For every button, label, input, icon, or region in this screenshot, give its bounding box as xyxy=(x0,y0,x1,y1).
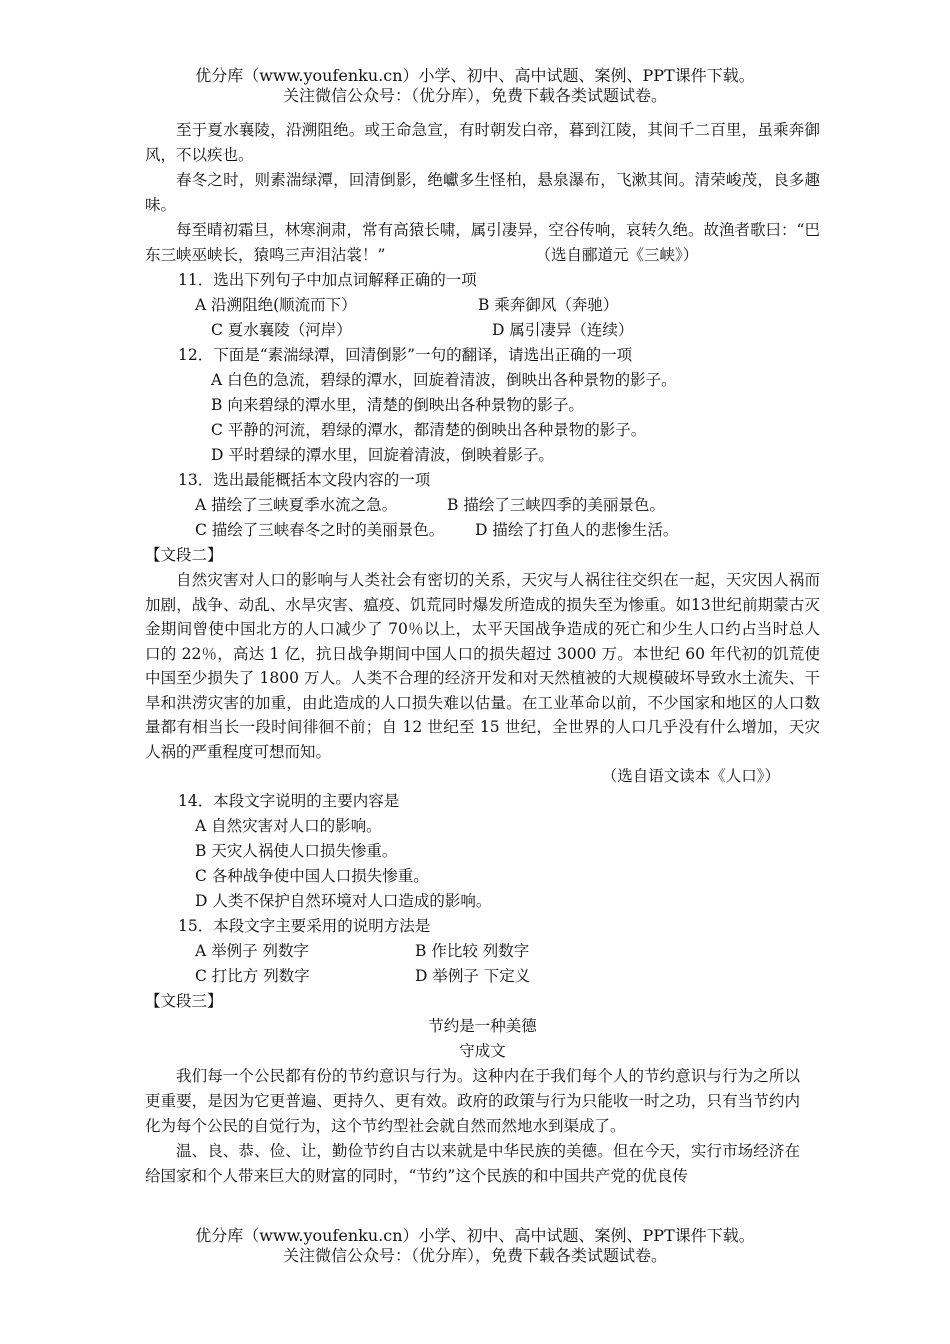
passage2-source: （选自语文读本《人口》） xyxy=(601,767,780,785)
q13-option-d: D 描绘了打鱼人的悲惨生活。 xyxy=(475,521,679,539)
q15-stem: 15．本段文字主要采用的说明方法是 xyxy=(178,917,431,935)
document-body xyxy=(145,118,820,1189)
q11-option-b: B 乘奔御风（奔驰） xyxy=(478,296,619,314)
q14-option-d: D 人类不保护自然环境对人口造成的影响。 xyxy=(195,892,492,910)
passage3-title: 节约是一种美德 xyxy=(428,1017,537,1035)
q11-stem: 11．选出下列句子中加点词解释正确的一项 xyxy=(178,271,477,289)
q13-options-row-1 xyxy=(145,493,820,518)
passage1-paragraph-3-text: 每至晴初霜旦，林寒涧肃，常有高猿长啸，属引凄异，空谷传响，哀转久绝。故渔者歌曰：“巴东三峡巫峡长，猿鸣三声泪沾裳！” xyxy=(145,221,820,264)
passage1-paragraph-3 xyxy=(145,218,820,268)
q12-option-b: B 向来碧绿的潭水里，清楚的倒映出各种景物的影子。 xyxy=(211,396,584,414)
q13-options-row-2 xyxy=(145,518,820,543)
passage3-paragraph-2: 温、良、恭、俭、让，勤俭节约自古以来就是中华民族的美德。但在今天，实行市场经济在给国家和个人带来巨大的财富的同时，“节约”这个民族的和中国共产党的优良传 xyxy=(145,1142,800,1185)
page-header xyxy=(0,66,950,106)
q14-option-c: C 各种战争使中国人口损失惨重。 xyxy=(195,867,429,885)
header-line-2: 关注微信公众号：（优分库），免费下载各类试题试卷。 xyxy=(282,86,667,105)
header-line-1: 优分库（www.youfenku.cn）小学、初中、高中试题、案例、PPT课件下载。 xyxy=(195,66,755,85)
q12-stem: 12．下面是“素湍绿潭，回清倒影”一句的翻译，请选出正确的一项 xyxy=(178,346,633,364)
passage3-author: 守成文 xyxy=(459,1042,506,1060)
passage2-paragraph: 自然灾害对人口的影响与人类社会有密切的关系，天灾与人祸往往交织在一起，天灾因人祸而加剧，战争、动乱、水旱灾害、瘟疫、饥荒同时爆发所造成的损失至为惨重。如13世纪前期蒙古灭金期间曾使中国北方的人口减少了 70％以上，太平天国战争造成的死亡和少生人口约占当时总人口的 22％，高达 1 亿，抗日战争期间中国人口的损失超过 3000 万。本世纪 60 年代初的饥荒使中国至少损失了 1800 万人。人类不合理的经济开发和对天然植被的大规模破坏导致水土流失、干旱和洪涝灾害的加重，由此造成的人口损失难以估量。在工业革命以前，不少国家和地区的人口数量都有相当长一段时间徘徊不前；自 12 世纪至 15 世纪，全世界的人口几乎没有什么增加，天灾人祸的严重程度可想而知。 xyxy=(145,571,820,761)
q15-option-c: C 打比方 列数字 xyxy=(195,967,310,985)
q14-stem: 14．本段文字说明的主要内容是 xyxy=(178,792,400,810)
passage1-paragraph-1: 至于夏水襄陵，沿溯阻绝。或王命急宣，有时朝发白帝，暮到江陵，其间千二百里，虽乘奔御风，不以疾也。 xyxy=(145,121,820,164)
q13-option-c: C 描绘了三峡春冬之时的美丽景色。 xyxy=(195,521,445,539)
q11-option-d: D 属引凄异（连续） xyxy=(492,321,634,339)
footer-line-1: 优分库（www.youfenku.cn）小学、初中、高中试题、案例、PPT课件下载。 xyxy=(195,1226,755,1245)
passage1-source: （选自郦道元《三峡》） xyxy=(535,246,699,264)
q15-options-row-2 xyxy=(145,964,820,989)
passage3-paragraph-1: 我们每一个公民都有份的节约意识与行为。这种内在于我们每个人的节约意识与行为之所以更重要，是因为它更普遍、更持久、更有效。政府的政策与行为只能收一时之功，只有当节约内化为每个公民的自觉行为，这个节约型社会就自然而然地水到渠成了。 xyxy=(145,1067,800,1135)
q15-option-d: D 举例子 下定义 xyxy=(415,967,531,985)
q11-options-row-1 xyxy=(145,293,820,318)
passage1-paragraph-2: 春冬之时，则素湍绿潭，回清倒影，绝巘多生怪柏，悬泉瀑布，飞漱其间。清荣峻茂，良多趣味。 xyxy=(145,171,820,214)
q11-options-row-2 xyxy=(145,318,820,343)
q15-option-b: B 作比较 列数字 xyxy=(415,942,530,960)
q13-option-a: A 描绘了三峡夏季水流之急。 xyxy=(195,496,398,514)
q12-option-c: C 平静的河流，碧绿的潭水，都清楚的倒映出各种景物的影子。 xyxy=(211,421,647,439)
page-footer xyxy=(0,1226,950,1266)
q12-option-d: D 平时碧绿的潭水里，回旋着清波，倒映着影子。 xyxy=(211,446,554,464)
q13-option-b: B 描绘了三峡四季的美丽景色。 xyxy=(447,496,665,514)
q12-option-a: A 白色的急流，碧绿的潭水，回旋着清波，倒映出各种景物的影子。 xyxy=(211,371,677,389)
q15-options-row-1 xyxy=(145,939,820,964)
q15-option-a: A 举例子 列数字 xyxy=(195,942,310,960)
q11-option-a: A 沿溯阻绝(顺流而下） xyxy=(195,296,357,314)
q14-option-a: A 自然灾害对人口的影响。 xyxy=(195,817,382,835)
section-2-heading: 【文段二】 xyxy=(145,546,223,564)
q11-option-c: C 夏水襄陵（河岸） xyxy=(211,321,352,339)
footer-line-2: 关注微信公众号：（优分库），免费下载各类试题试卷。 xyxy=(282,1246,667,1265)
q14-option-b: B 天灾人祸使人口损失惨重。 xyxy=(195,842,398,860)
section-3-heading: 【文段三】 xyxy=(145,992,223,1010)
q13-stem: 13．选出最能概括本文段内容的一项 xyxy=(178,471,431,489)
